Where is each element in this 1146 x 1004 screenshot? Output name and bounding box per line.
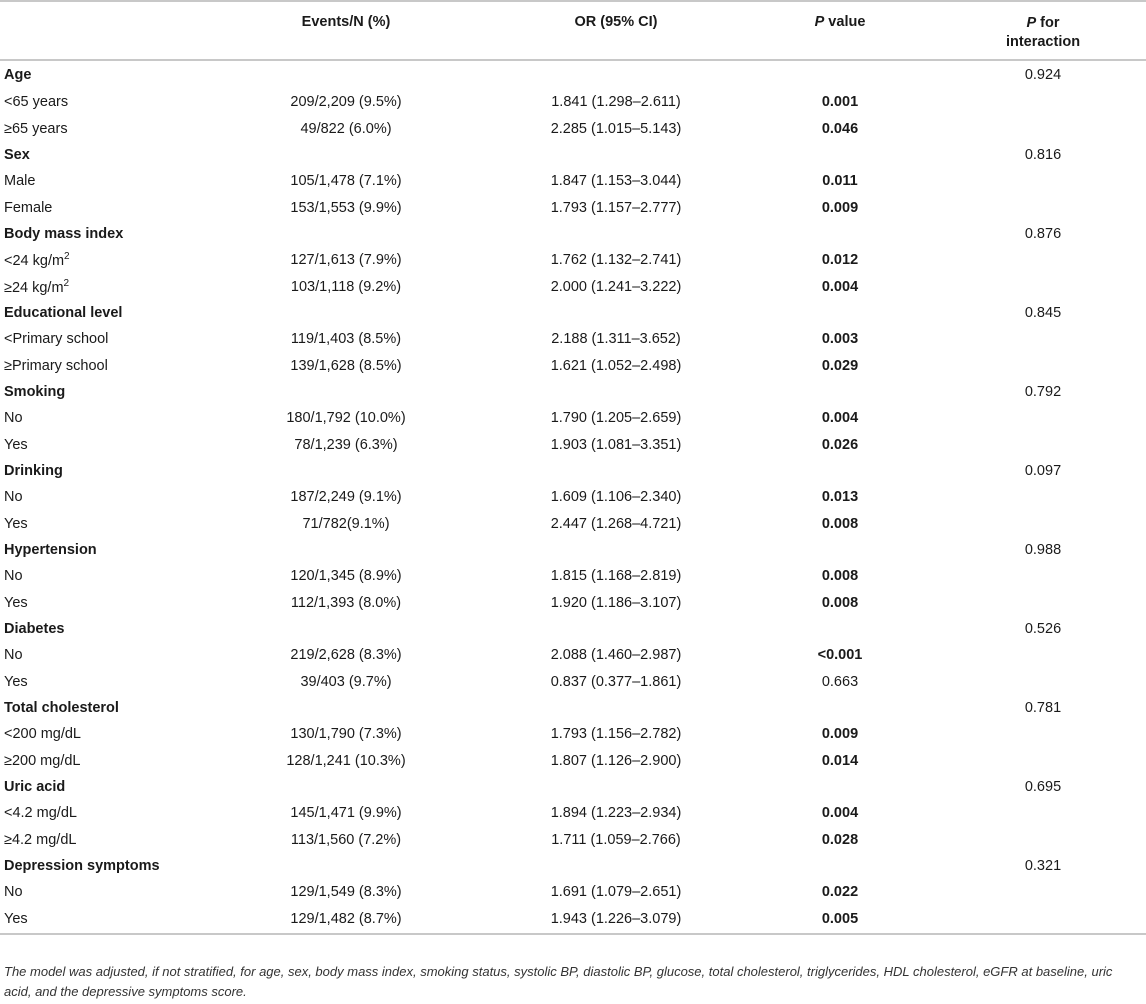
- cell-interaction: 0.792: [1024, 383, 1062, 400]
- cell-interaction: 0.526: [1024, 621, 1062, 638]
- cell-p-value: 0.012: [821, 252, 859, 269]
- row-label-superscript: 2: [63, 277, 70, 289]
- row-label-text: ≥4.2 mg/dL: [4, 831, 77, 848]
- table-group-row: [0, 774, 1146, 800]
- cell-p-value: [740, 853, 940, 879]
- row-label: [0, 89, 200, 115]
- table-row: [0, 721, 1146, 747]
- cell-p-value: 0.009: [821, 726, 859, 743]
- row-label-text: <24 kg/m: [4, 253, 65, 270]
- row-label-text: No: [4, 568, 23, 585]
- table-row: [0, 194, 1146, 220]
- cell-interaction: [940, 642, 1146, 668]
- cell-or: [492, 695, 740, 721]
- table-group-row: [0, 142, 1146, 168]
- row-label: [0, 484, 200, 510]
- header-p-italic: P: [814, 14, 825, 30]
- table-row: [0, 590, 1146, 616]
- cell-interaction: [940, 326, 1146, 352]
- cell-interaction: [940, 431, 1146, 457]
- cell-interaction: 0.695: [1024, 779, 1062, 796]
- row-label: [0, 247, 200, 273]
- row-label: [0, 352, 200, 378]
- cell-p-value: [740, 458, 940, 484]
- cell-interaction: [940, 511, 1146, 537]
- cell-p-value: [740, 695, 940, 721]
- group-label: Depression symptoms: [4, 858, 160, 875]
- cell-p-value: 0.026: [821, 436, 859, 453]
- cell-or: [492, 300, 740, 326]
- cell-p-value: 0.003: [821, 331, 859, 348]
- cell-interaction: 0.097: [1024, 462, 1062, 479]
- cell-events: 187/2,249 (9.1%): [290, 489, 402, 506]
- row-label: [0, 800, 200, 826]
- group-label: Uric acid: [4, 779, 66, 796]
- row-label: [0, 405, 200, 431]
- header-int-italic: P: [1026, 15, 1037, 31]
- cell-p-value: <0.001: [817, 647, 863, 664]
- cell-events: [200, 695, 492, 721]
- group-label: Sex: [4, 146, 30, 163]
- cell-or: 2.000 (1.241–3.222): [550, 278, 682, 295]
- cell-events: [200, 537, 492, 563]
- cell-p-value: 0.663: [821, 673, 859, 690]
- cell-events: 209/2,209 (9.5%): [290, 94, 402, 111]
- cell-p-value: [740, 142, 940, 168]
- cell-interaction: [940, 563, 1146, 589]
- row-label-text: No: [4, 410, 23, 427]
- cell-events: [200, 300, 492, 326]
- cell-p-value: [740, 537, 940, 563]
- header-int-rest: for: [1036, 15, 1060, 31]
- cell-interaction: [940, 194, 1146, 220]
- row-label: [0, 827, 200, 853]
- cell-events: [200, 774, 492, 800]
- cell-or: 1.621 (1.052–2.498): [550, 357, 682, 374]
- table-row: [0, 115, 1146, 141]
- cell-or: 1.920 (1.186–3.107): [550, 594, 682, 611]
- cell-interaction: [940, 827, 1146, 853]
- cell-p-value: 0.008: [821, 568, 859, 585]
- table-row: [0, 906, 1146, 934]
- row-label-superscript: 2: [64, 251, 70, 263]
- cell-interaction: [940, 168, 1146, 194]
- header-events: Events/N (%): [200, 1, 492, 60]
- cell-or: 1.894 (1.223–2.934): [550, 805, 682, 822]
- cell-events: 129/1,549 (8.3%): [290, 884, 402, 901]
- cell-p-value: 0.001: [821, 94, 859, 111]
- header-int-line2: interaction: [1005, 34, 1081, 50]
- cell-interaction: [940, 405, 1146, 431]
- cell-p-value: 0.013: [821, 489, 859, 506]
- cell-interaction: [940, 748, 1146, 774]
- table-group-row: [0, 458, 1146, 484]
- cell-p-value: [740, 221, 940, 247]
- cell-events: 130/1,790 (7.3%): [290, 726, 402, 743]
- cell-events: 153/1,553 (9.9%): [290, 199, 402, 216]
- group-label: Age: [4, 67, 32, 83]
- cell-events: 112/1,393 (8.0%): [290, 594, 402, 611]
- header-p-value: [740, 1, 940, 60]
- cell-events: [200, 853, 492, 879]
- cell-p-value: 0.008: [821, 594, 859, 611]
- table-row: [0, 669, 1146, 695]
- cell-or: 1.841 (1.298–2.611): [551, 94, 681, 111]
- cell-interaction: [940, 800, 1146, 826]
- table-row: [0, 405, 1146, 431]
- header-row: [0, 1, 1146, 60]
- cell-or: [492, 60, 740, 89]
- row-label: [0, 906, 200, 934]
- cell-events: 145/1,471 (9.9%): [290, 805, 402, 822]
- cell-or: 1.807 (1.126–2.900): [550, 752, 682, 769]
- cell-p-value: 0.005: [740, 906, 940, 934]
- cell-p-value: 0.014: [821, 752, 859, 769]
- cell-p-value: 0.009: [821, 199, 859, 216]
- row-label-text: Yes: [4, 515, 28, 532]
- cell-or: 2.088 (1.460–2.987): [550, 647, 682, 664]
- table-row: [0, 879, 1146, 905]
- row-label: [0, 326, 200, 352]
- row-label: [0, 511, 200, 537]
- group-label: Hypertension: [4, 542, 97, 559]
- cell-events: 127/1,613 (7.9%): [290, 252, 402, 269]
- cell-or: 2.285 (1.015–5.143): [550, 120, 682, 137]
- cell-or: 1.847 (1.153–3.044): [550, 173, 682, 190]
- cell-interaction: 0.876: [1024, 225, 1062, 242]
- row-label-text: No: [4, 489, 23, 506]
- cell-events: 219/2,628 (8.3%): [290, 647, 402, 664]
- cell-p-value: [740, 379, 940, 405]
- table-group-row: [0, 60, 1146, 89]
- header-or: OR (95% CI): [492, 1, 740, 60]
- row-label-text: Yes: [4, 673, 28, 690]
- cell-interaction: 0.816: [1024, 146, 1062, 163]
- cell-interaction: 0.988: [1024, 542, 1062, 559]
- table-row: [0, 247, 1146, 273]
- row-label-text: ≥24 kg/m: [4, 279, 64, 296]
- cell-or: 0.837 (0.377–1.861): [550, 673, 682, 690]
- cell-interaction: 0.321: [1024, 858, 1062, 875]
- cell-or: [492, 774, 740, 800]
- table-group-row: [0, 221, 1146, 247]
- cell-interaction: 0.924: [1024, 67, 1062, 83]
- table-group-row: [0, 853, 1146, 879]
- row-label: [0, 879, 200, 905]
- cell-or: [492, 853, 740, 879]
- cell-or: 1.691 (1.079–2.651): [550, 884, 682, 901]
- cell-events: 78/1,239 (6.3%): [294, 436, 398, 453]
- row-label-text: Yes: [4, 594, 28, 611]
- row-label-text: No: [4, 884, 23, 901]
- cell-or: 1.762 (1.132–2.741): [550, 252, 682, 269]
- cell-events: [200, 60, 492, 89]
- row-label-text: ≥Primary school: [4, 357, 108, 374]
- row-label: [0, 642, 200, 668]
- cell-or: [492, 458, 740, 484]
- table-row: [0, 827, 1146, 853]
- cell-p-value: 0.029: [821, 357, 859, 374]
- cell-events: 180/1,792 (10.0%): [286, 410, 406, 427]
- row-label: [0, 721, 200, 747]
- table-row: [0, 89, 1146, 115]
- cell-events: 105/1,478 (7.1%): [290, 173, 402, 190]
- table-body: [0, 60, 1146, 934]
- cell-events: 139/1,628 (8.5%): [290, 357, 402, 374]
- group-label: Total cholesterol: [4, 700, 119, 717]
- cell-events: 39/403 (9.7%): [300, 673, 392, 690]
- cell-p-value: 0.004: [821, 278, 859, 295]
- row-label-text: Yes: [4, 436, 28, 453]
- cell-interaction: [940, 115, 1146, 141]
- table-row: [0, 273, 1146, 299]
- cell-events: [200, 616, 492, 642]
- cell-p-value: [740, 60, 940, 89]
- cell-events: [200, 142, 492, 168]
- row-label: [0, 431, 200, 457]
- row-label: [0, 168, 200, 194]
- cell-or: 1.609 (1.106–2.340): [550, 489, 682, 506]
- cell-interaction: [940, 89, 1146, 115]
- cell-p-value: 0.022: [821, 884, 859, 901]
- cell-events: 113/1,560 (7.2%): [290, 831, 402, 848]
- table-row: [0, 511, 1146, 537]
- table-row: [0, 168, 1146, 194]
- row-label-text: <65 years: [4, 94, 69, 111]
- cell-or: 1.793 (1.156–2.782): [550, 726, 682, 743]
- row-label: [0, 748, 200, 774]
- table-row: [0, 352, 1146, 378]
- row-label: [0, 563, 200, 589]
- footnote: The model was adjusted, if not stratified, for age, sex, body mass index, smoking status, systolic BP, diastolic BP, glucose, total cholesterol, triglycerides, HDL cholesterol, eGFR at baseline, uric acid, and the depressive symptoms score.: [4, 964, 1113, 999]
- cell-interaction: [940, 721, 1146, 747]
- cell-events: [200, 221, 492, 247]
- cell-or: 1.793 (1.157–2.777): [550, 199, 682, 216]
- cell-interaction: [940, 273, 1146, 299]
- cell-or: 1.815 (1.168–2.819): [550, 568, 682, 585]
- header-label: [0, 1, 200, 60]
- cell-interaction: [940, 590, 1146, 616]
- cell-or: [492, 537, 740, 563]
- row-label-text: Female: [4, 199, 53, 216]
- cell-interaction: [940, 484, 1146, 510]
- cell-p-value: 0.011: [822, 173, 858, 190]
- cell-interaction: [940, 906, 1146, 934]
- row-label: [0, 590, 200, 616]
- cell-events: 71/782(9.1%): [302, 515, 390, 532]
- row-label-text: Yes: [4, 911, 28, 928]
- cell-events: 120/1,345 (8.9%): [290, 568, 402, 585]
- row-label-text: <Primary school: [4, 331, 109, 348]
- group-label: Body mass index: [4, 225, 124, 242]
- row-label-text: ≥65 years: [4, 120, 68, 137]
- cell-or: 1.711 (1.059–2.766): [551, 831, 681, 848]
- group-label: Educational level: [4, 304, 123, 321]
- cell-interaction: 0.781: [1024, 700, 1062, 717]
- row-label: [0, 115, 200, 141]
- row-label-text: No: [4, 647, 23, 664]
- cell-interaction: [940, 669, 1146, 695]
- group-label: Smoking: [4, 383, 66, 400]
- cell-or: [492, 616, 740, 642]
- table-row: [0, 326, 1146, 352]
- table-row: [0, 563, 1146, 589]
- cell-or: [492, 379, 740, 405]
- cell-or: 1.903 (1.081–3.351): [550, 436, 682, 453]
- cell-p-value: 0.004: [821, 410, 859, 427]
- cell-or: [492, 142, 740, 168]
- table-row: [0, 484, 1146, 510]
- table-row: [0, 642, 1146, 668]
- group-label: Diabetes: [4, 621, 65, 638]
- cell-p-value: 0.008: [821, 515, 859, 532]
- group-label: Drinking: [4, 462, 63, 479]
- table-group-row: [0, 379, 1146, 405]
- cell-events: [200, 458, 492, 484]
- table-row: [0, 800, 1146, 826]
- row-label-text: <4.2 mg/dL: [4, 805, 77, 822]
- table-group-row: [0, 616, 1146, 642]
- cell-p-value: 0.004: [821, 805, 859, 822]
- table-group-row: [0, 537, 1146, 563]
- cell-interaction: [940, 247, 1146, 273]
- header-p-rest: value: [824, 14, 866, 30]
- cell-or: 1.943 (1.226–3.079): [492, 906, 740, 934]
- cell-p-value: [740, 616, 940, 642]
- cell-or: 1.790 (1.205–2.659): [550, 410, 682, 427]
- header-interaction: [940, 1, 1146, 60]
- cell-interaction: [940, 879, 1146, 905]
- cell-p-value: 0.028: [821, 831, 859, 848]
- cell-events: [200, 379, 492, 405]
- row-label-text: <200 mg/dL: [4, 726, 81, 743]
- cell-events: 49/822 (6.0%): [300, 120, 392, 137]
- row-label-text: ≥200 mg/dL: [4, 752, 81, 769]
- row-label: [0, 669, 200, 695]
- cell-events: 119/1,403 (8.5%): [290, 331, 402, 348]
- row-label: [0, 273, 200, 299]
- cell-p-value: [740, 774, 940, 800]
- cell-events: 128/1,241 (10.3%): [286, 752, 406, 769]
- table-row: [0, 431, 1146, 457]
- table-group-row: [0, 695, 1146, 721]
- cell-or: 2.188 (1.311–3.652): [551, 331, 681, 348]
- cell-or: [492, 221, 740, 247]
- cell-interaction: 0.845: [1024, 304, 1062, 321]
- cell-events: 103/1,118 (9.2%): [290, 278, 402, 295]
- cell-or: 2.447 (1.268–4.721): [550, 515, 682, 532]
- table-group-row: [0, 300, 1146, 326]
- cell-interaction: [940, 352, 1146, 378]
- row-label: [0, 194, 200, 220]
- cell-p-value: 0.046: [821, 120, 859, 137]
- cell-events: 129/1,482 (8.7%): [200, 906, 492, 934]
- cell-p-value: [740, 300, 940, 326]
- table-row: [0, 748, 1146, 774]
- row-label-text: Male: [4, 173, 36, 190]
